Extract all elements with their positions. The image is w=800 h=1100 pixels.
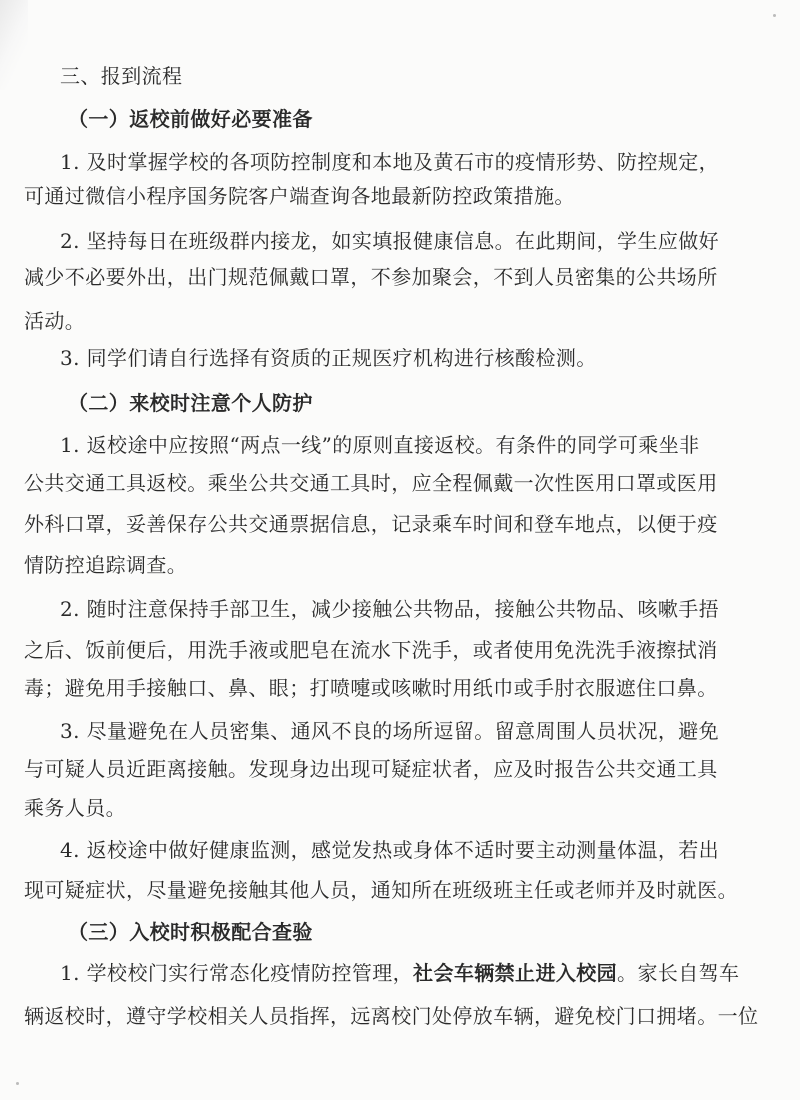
- paragraph-line: 与可疑人员近距离接触。发现身边出现可疑症状者，应及时报告公共交通工具: [24, 757, 718, 781]
- paragraph-text: 1. 学校校门实行常态化疫情防控管理，: [60, 961, 414, 985]
- paragraph-line: 1. 及时掌握学校的各项防控制度和本地及黄石市的疫情形势、防控规定，: [60, 150, 720, 174]
- paragraph-line: 3. 尽量避免在人员密集、通风不良的场所逗留。留意周围人员状况，避免: [60, 719, 720, 743]
- paragraph-line: [60, 961, 739, 985]
- paragraph-line: 可通过微信小程序国务院客户端查询各地最新防控政策措施。: [24, 184, 575, 208]
- subsection-heading-3: （三）入校时积极配合查验: [68, 920, 313, 944]
- paragraph-line: 减少不必要外出，出门规范佩戴口罩，不参加聚会，不到人员密集的公共场所: [24, 265, 718, 289]
- subsection-heading-2: （二）来校时注意个人防护: [68, 391, 313, 415]
- paragraph-line: 活动。: [24, 309, 86, 333]
- section-title: 三、报到流程: [60, 64, 183, 88]
- paragraph-line: 乘务人员。: [24, 796, 126, 820]
- paragraph-line: 之后、饭前便后，用洗手液或肥皂在流水下洗手，或者使用免洗洗手液擦拭消: [24, 638, 718, 662]
- emphasis-text: 社会车辆禁止进入校园: [413, 961, 618, 985]
- paragraph-line: 现可疑症状，尽量避免接触其他人员，通知所在班级班主任或老师并及时就医。: [24, 878, 738, 902]
- paragraph-line: 2. 随时注意保持手部卫生，减少接触公共物品，接触公共物品、咳嗽手捂: [60, 597, 720, 621]
- paragraph-line: 公共交通工具返校。乘坐公共交通工具时，应全程佩戴一次性医用口罩或医用: [24, 471, 718, 495]
- paragraph-line: 辆返校时，遵守学校相关人员指挥，远离校门处停放车辆，避免校门口拥堵。一位: [24, 1004, 759, 1028]
- paragraph-line: 外科口罩，妥善保存公共交通票据信息，记录乘车时间和登车地点，以便于疫: [24, 512, 718, 536]
- subsection-heading-1: （一）返校前做好必要准备: [68, 107, 313, 131]
- paragraph-text: 。家长自驾车: [617, 961, 740, 985]
- paragraph-line: 1. 返校途中应按照“两点一线”的原则直接返校。有条件的同学可乘坐非: [60, 433, 700, 457]
- paragraph-line: 4. 返校途中做好健康监测，感觉发热或身体不适时要主动测量体温，若出: [60, 838, 720, 862]
- paragraph-line: 情防控追踪调查。: [24, 553, 188, 577]
- paragraph-line: 毒；避免用手接触口、鼻、眼；打喷嚏或咳嗽时用纸巾或手肘衣服遮住口鼻。: [24, 676, 718, 700]
- paragraph-line: 3. 同学们请自行选择有资质的正规医疗机构进行核酸检测。: [60, 346, 597, 370]
- paragraph-line: 2. 坚持每日在班级群内接龙，如实填报健康信息。在此期间，学生应做好: [60, 229, 720, 253]
